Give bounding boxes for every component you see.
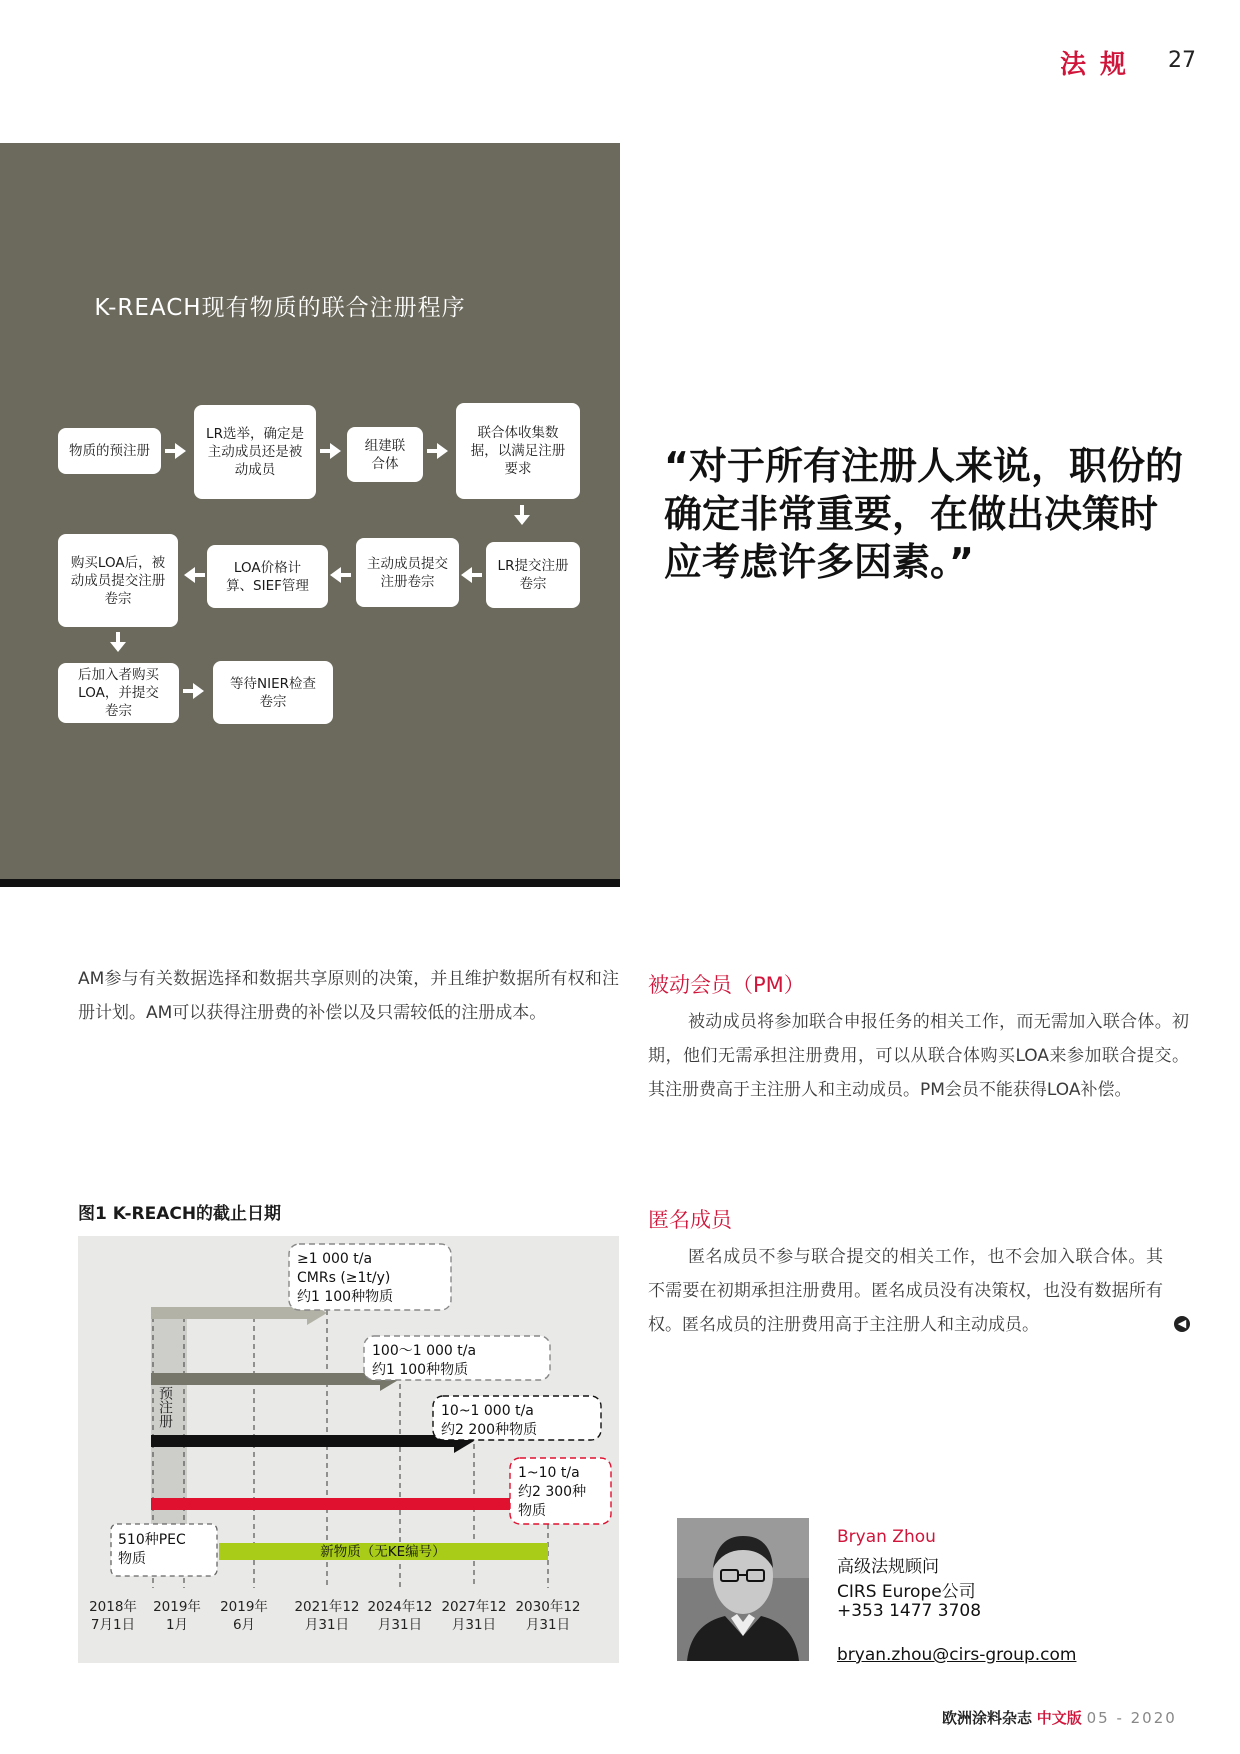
author-name: Bryan Zhou xyxy=(837,1527,936,1547)
tier-label-text: 100～1 000 t/a xyxy=(372,1343,477,1359)
author-email-link[interactable]: bryan.zhou@cirs-group.com xyxy=(837,1645,1077,1665)
flow-step-late-joiner: 后加入者购买 LOA，并提交 卷宗 xyxy=(58,663,179,723)
timeline-date: 6月 xyxy=(232,1617,256,1633)
timeline-date: 7月1日 xyxy=(90,1617,136,1633)
tier-arrow-bar xyxy=(151,1307,309,1319)
timeline-date: 2018年 xyxy=(89,1599,137,1615)
tier-label-text: 约2 200种物质 xyxy=(441,1422,538,1438)
section-label: 法规 xyxy=(1060,50,1141,80)
timeline-date: 2024年12 xyxy=(367,1599,433,1615)
pull-quote: “对于所有注册人来说，职份的确定非常重要，在做出决策时应考虑许多因素。” xyxy=(664,444,1183,584)
author-company: CIRS Europe公司 xyxy=(837,1582,976,1602)
footer-edition: 中文版 xyxy=(1036,1709,1082,1727)
flow-arrow-icon xyxy=(165,443,187,459)
timeline-date: 1月 xyxy=(165,1617,189,1633)
flow-step-form-consortium: 组建联 合体 xyxy=(347,427,423,482)
timeline-figure xyxy=(78,1236,619,1663)
flow-step-lr-submit: LR提交注册 卷宗 xyxy=(486,542,580,608)
timeline-date: 2030年12 xyxy=(515,1599,581,1615)
tier-label-text: CMRs (≥1t/y) xyxy=(297,1270,391,1286)
timeline-svg xyxy=(78,1236,619,1663)
panel-divider xyxy=(0,879,620,887)
heading-anonymous-member: 匿名成员 xyxy=(648,1208,732,1232)
timeline-date: 2019年 xyxy=(220,1599,268,1615)
flow-arrow-left-icon xyxy=(330,567,352,583)
flow-arrow-icon xyxy=(427,443,449,459)
timeline-date: 月31日 xyxy=(451,1617,497,1633)
flow-step-passive-submit: 购买LOA后，被 动成员提交注册 卷宗 xyxy=(58,534,178,627)
new-substance-label: 新物质（无KE编号） xyxy=(320,1544,446,1560)
flow-step-collect-data: 联合体收集数 据，以满足注册 要求 xyxy=(456,403,580,499)
footer xyxy=(942,1707,1177,1728)
tier-arrow-bar xyxy=(151,1498,530,1510)
flow-step-active-submit: 主动成员提交 注册卷宗 xyxy=(356,538,459,607)
timeline-date: 月31日 xyxy=(304,1617,350,1633)
pec-label: 510种PEC xyxy=(118,1532,186,1548)
flow-step-lr-election: LR选举，确定是 主动成员还是被 动成员 xyxy=(194,405,316,499)
flow-arrow-down-icon xyxy=(110,632,126,654)
page-number: 27 xyxy=(1168,48,1196,73)
tier-label-text: 10~1 000 t/a xyxy=(441,1403,534,1419)
footer-magazine: 欧洲涂料杂志 xyxy=(942,1709,1033,1727)
end-mark-icon: ◀ xyxy=(1174,1316,1190,1332)
tier-label-text: 约1 100种物质 xyxy=(297,1289,394,1305)
tier-label-text: 物质 xyxy=(518,1503,546,1519)
pec-label: 物质 xyxy=(118,1551,146,1567)
flow-chart-title: K-REACH现有物质的联合注册程序 xyxy=(94,295,466,321)
author-phone: +353 1477 3708 xyxy=(837,1601,982,1621)
timeline-date: 2027年12 xyxy=(441,1599,507,1615)
author-title: 高级法规顾问 xyxy=(837,1557,939,1577)
tier-label-text: 1~10 t/a xyxy=(518,1465,580,1481)
flow-arrow-left-icon xyxy=(461,567,483,583)
flow-arrow-left-icon xyxy=(184,567,206,583)
preregistration-label: 预注册 xyxy=(157,1386,173,1428)
flow-arrow-icon xyxy=(183,683,205,699)
tier-label-text: ≥1 000 t/a xyxy=(297,1251,373,1267)
flow-arrow-icon xyxy=(320,443,342,459)
author-photo xyxy=(677,1518,809,1661)
date-labels xyxy=(89,1598,580,1633)
flow-step-preregistration: 物质的预注册 xyxy=(58,428,161,474)
flow-step-await-nier: 等待NIER检查 卷宗 xyxy=(213,661,333,724)
heading-passive-member: 被动会员（PM） xyxy=(648,973,805,997)
figure-caption: 图1 K-REACH的截止日期 xyxy=(78,1204,282,1224)
tier-arrow-bar xyxy=(151,1373,382,1385)
timeline-date: 月31日 xyxy=(377,1617,423,1633)
body-paragraph-pm: 被动成员将参加联合申报任务的相关工作，而无需加入联合体。初期，他们无需承担注册费用，可以从联合体购买LOA来参加联合提交。其注册费高于主注册人和主动成员。PM会员不能获得LOA补偿。 xyxy=(648,1012,1189,1100)
body-paragraph-am: AM参与有关数据选择和数据共享原则的决策，并且维护数据所有权和注册计划。AM可以获得注册费的补偿以及只需较低的注册成本。 xyxy=(78,969,619,1023)
timeline-date: 月31日 xyxy=(525,1617,571,1633)
tier-arrow-bar xyxy=(151,1435,456,1447)
tier-label-text: 约1 100种物质 xyxy=(372,1362,469,1378)
tier-label-text: 约2 300种 xyxy=(518,1484,587,1500)
timeline-date: 2021年12 xyxy=(294,1599,360,1615)
timeline-date: 2019年 xyxy=(153,1599,201,1615)
body-paragraph-anonymous: 匿名成员不参与联合提交的相关工作，也不会加入联合体。其不需要在初期承担注册费用。匿名成员没有决策权，也没有数据所有权。匿名成员的注册费用高于主注册人和主动成员。 xyxy=(648,1247,1163,1335)
flow-step-loa-pricing: LOA价格计 算、SIEF管理 xyxy=(207,545,328,608)
footer-issue: 05 - 2020 xyxy=(1086,1709,1177,1727)
flow-arrow-down-icon xyxy=(514,505,530,527)
